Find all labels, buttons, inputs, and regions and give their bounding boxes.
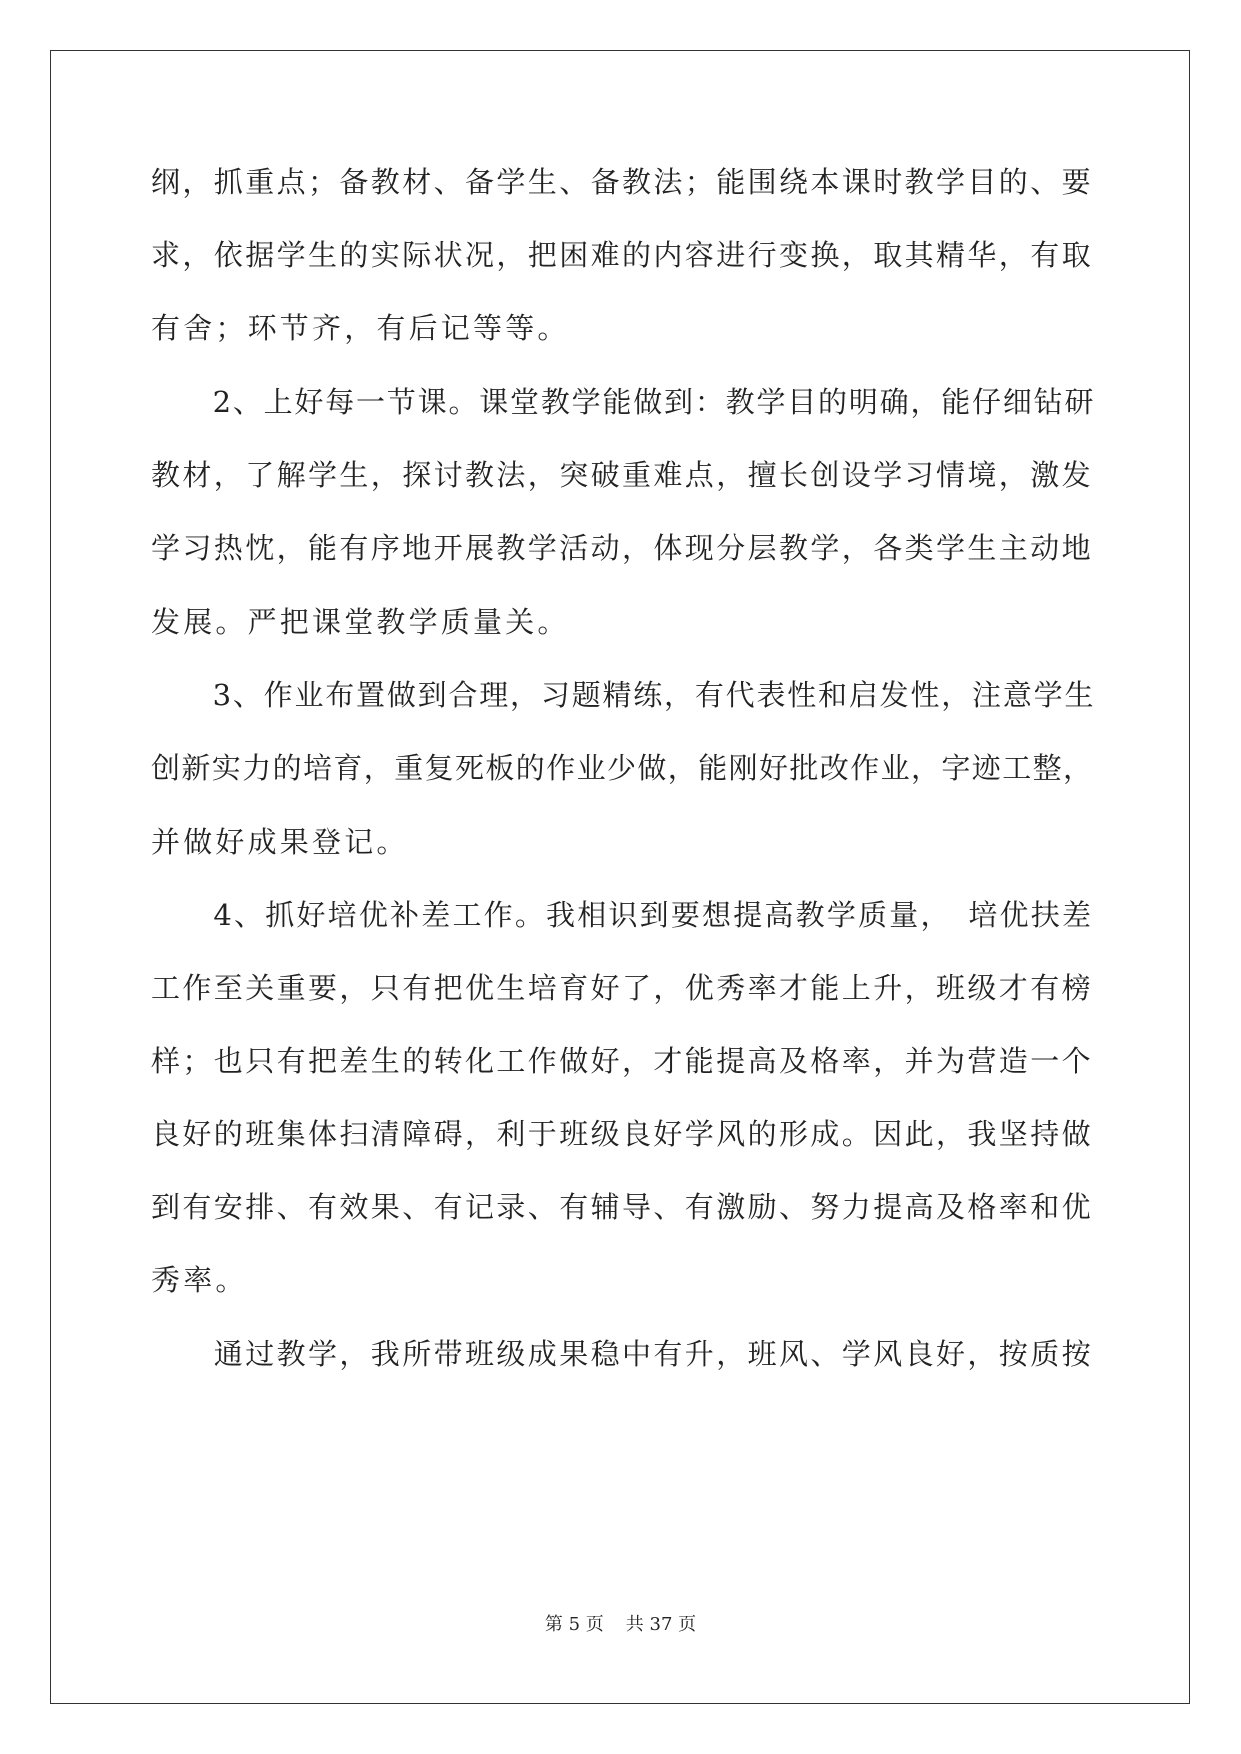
text-line: 并做好成果登记。 (151, 825, 409, 859)
text-line: 发展。严把课堂教学质量关。 (151, 605, 570, 639)
text-line: 求，依据学生的实际状况，把困难的内容进行变换，取其精华，有取 (151, 238, 1094, 272)
text-line: 有舍；环节齐，有后记等等。 (151, 311, 570, 345)
page-footer (0, 1610, 1241, 1636)
text-line: 工作至关重要，只有把优生培育好了，优秀率才能上升，班级才有榜 (151, 971, 1094, 1005)
page-border (50, 50, 1190, 1704)
text-line: 秀率。 (151, 1263, 248, 1297)
text-line: 学习热忱，能有序地开展教学活动，体现分层教学，各类学生主动地 (151, 531, 1094, 565)
text-line: 良好的班集体扫清障碍，利于班级良好学风的形成。因此，我坚持做 (151, 1117, 1094, 1151)
text-line: 2、上好每一节课。课堂教学能做到：教学目的明确，能仔细钻研 (151, 385, 1096, 419)
text-line: 纲，抓重点；备教材、备学生、备教法；能围绕本课时教学目的、要 (151, 165, 1094, 199)
text-line: 教材，了解学生，探讨教法，突破重难点，擅长创设学习情境，激发 (151, 458, 1094, 492)
page-total: 共 37 页 (625, 1614, 697, 1635)
text-line: 3、作业布置做到合理，习题精练，有代表性和启发性，注意学生 (151, 678, 1096, 712)
text-line: 样；也只有把差生的转化工作做好，才能提高及格率，并为营造一个 (151, 1044, 1094, 1078)
text-line: 创新实力的培育，重复死板的作业少做，能刚好批改作业，字迹工整， (151, 751, 1094, 785)
text-line: 到有安排、有效果、有记录、有辅导、有激励、努力提高及格率和优 (151, 1190, 1094, 1224)
page-number: 第 5 页 (544, 1614, 604, 1635)
text-line: 4、抓好培优补差工作。我相识到要想提高教学质量， 培优扶差 (151, 898, 1094, 932)
text-line: 通过教学，我所带班级成果稳中有升，班风、学风良好，按质按 (151, 1337, 1094, 1371)
